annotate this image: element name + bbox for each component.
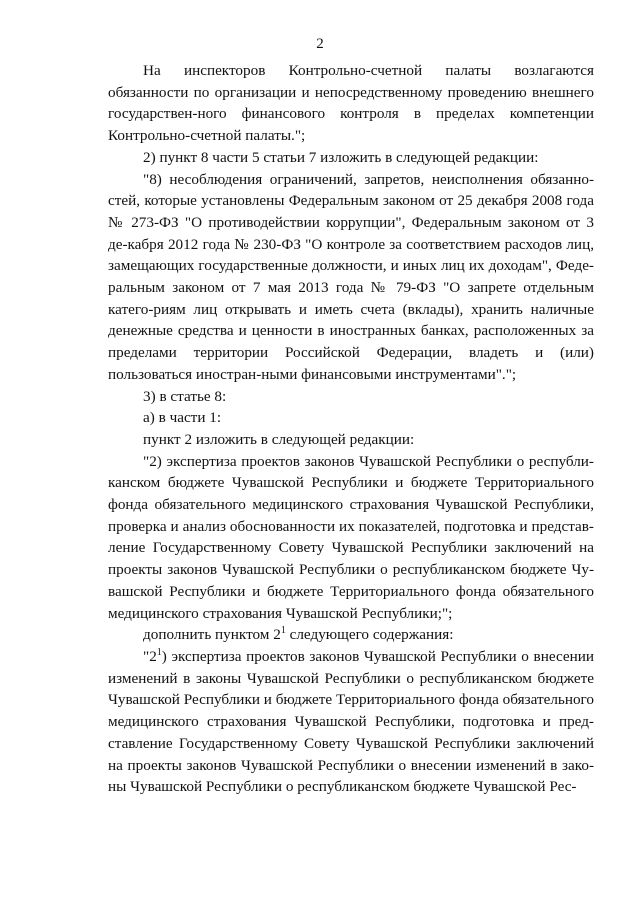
paragraph-supplement-intro [108, 624, 594, 646]
document-body [108, 60, 594, 798]
paragraph-point-2-1 [108, 646, 594, 798]
paragraph-point-8: "8) несоблюдения ограничений, запретов, неисполнения обязанно-стей, которые установлены Федеральным законом от 25 декабря 2008 года № 273-ФЗ "О противодействии коррупции", Федеральным законом от 3 де-кабря 2012 года № 230-ФЗ "О контроле за соответствием расходов лиц, замещающих государственные должности, и иных лиц их доходам", Феде-ральным законом от 7 мая 2013 года № 79-ФЗ "О запрете отдельным катего-риям лиц открывать и иметь счета (вклады), хранить наличные денежные средства и ценности в иностранных банках, расположенных за пределами территории Российской Федерации, владеть и (или) пользоваться иностран-ными финансовыми инструментами"."; [108, 170, 594, 383]
paragraph-item-3: 3) в статье 8: [143, 387, 227, 405]
supplement-intro-tail: следующего содержания: [285, 626, 454, 644]
paragraph-inspectors-duties: На инспекторов Контрольно-счетной палаты возлагаются обязанности по организации и непосредственному проведению внешнего государствен-ного финансового контроля в пределах компетенции Контрольно-счетной палаты."; [108, 62, 594, 145]
paragraph-point-2-intro: пункт 2 изложить в следующей редакции: [143, 430, 415, 448]
point-2-1-text: ) экспертиза проектов законов Чувашской Республики о внесении изменений в законы Чувашской Республики о республиканском бюджете Чувашской Республики и бюджете Территориального фонда обязательного медицинского страхования Чувашской Республики, подготовка и пред-ставление Государственному Совету Чувашской Республики заключений на проекты законов Чувашской Республики о внесении изменений в зако-ны Чувашской Республики о республиканском бюджете Чувашской Рес- [108, 647, 594, 796]
page-number: 2 [316, 36, 324, 52]
point-2-1-open: "2 [143, 647, 157, 665]
paragraph-sub-a: а) в части 1: [143, 409, 222, 427]
paragraph-point-2: "2) экспертиза проектов законов Чувашской Республики о республи-канском бюджете Чувашской Республики и бюджете Территориального фонда обязательного медицинского страхования Чувашской Республики, проверка и анализ обоснованности их показателей, подготовка и представ-ление Государственному Совету Чувашской Республики заключений на проекты законов Чувашской Республики о республиканском бюджете Чу-вашской Республики и бюджете Территориального фонда обязательного медицинского страхования Чувашской Республики;"; [108, 452, 594, 622]
supplement-intro-text: дополнить пунктом 2 [143, 626, 281, 644]
point-2-1-superscript: 1 [156, 646, 162, 658]
supplement-intro-superscript: 1 [280, 625, 286, 637]
paragraph-item-2: 2) пункт 8 части 5 статьи 7 изложить в следующей редакции: [143, 148, 539, 166]
